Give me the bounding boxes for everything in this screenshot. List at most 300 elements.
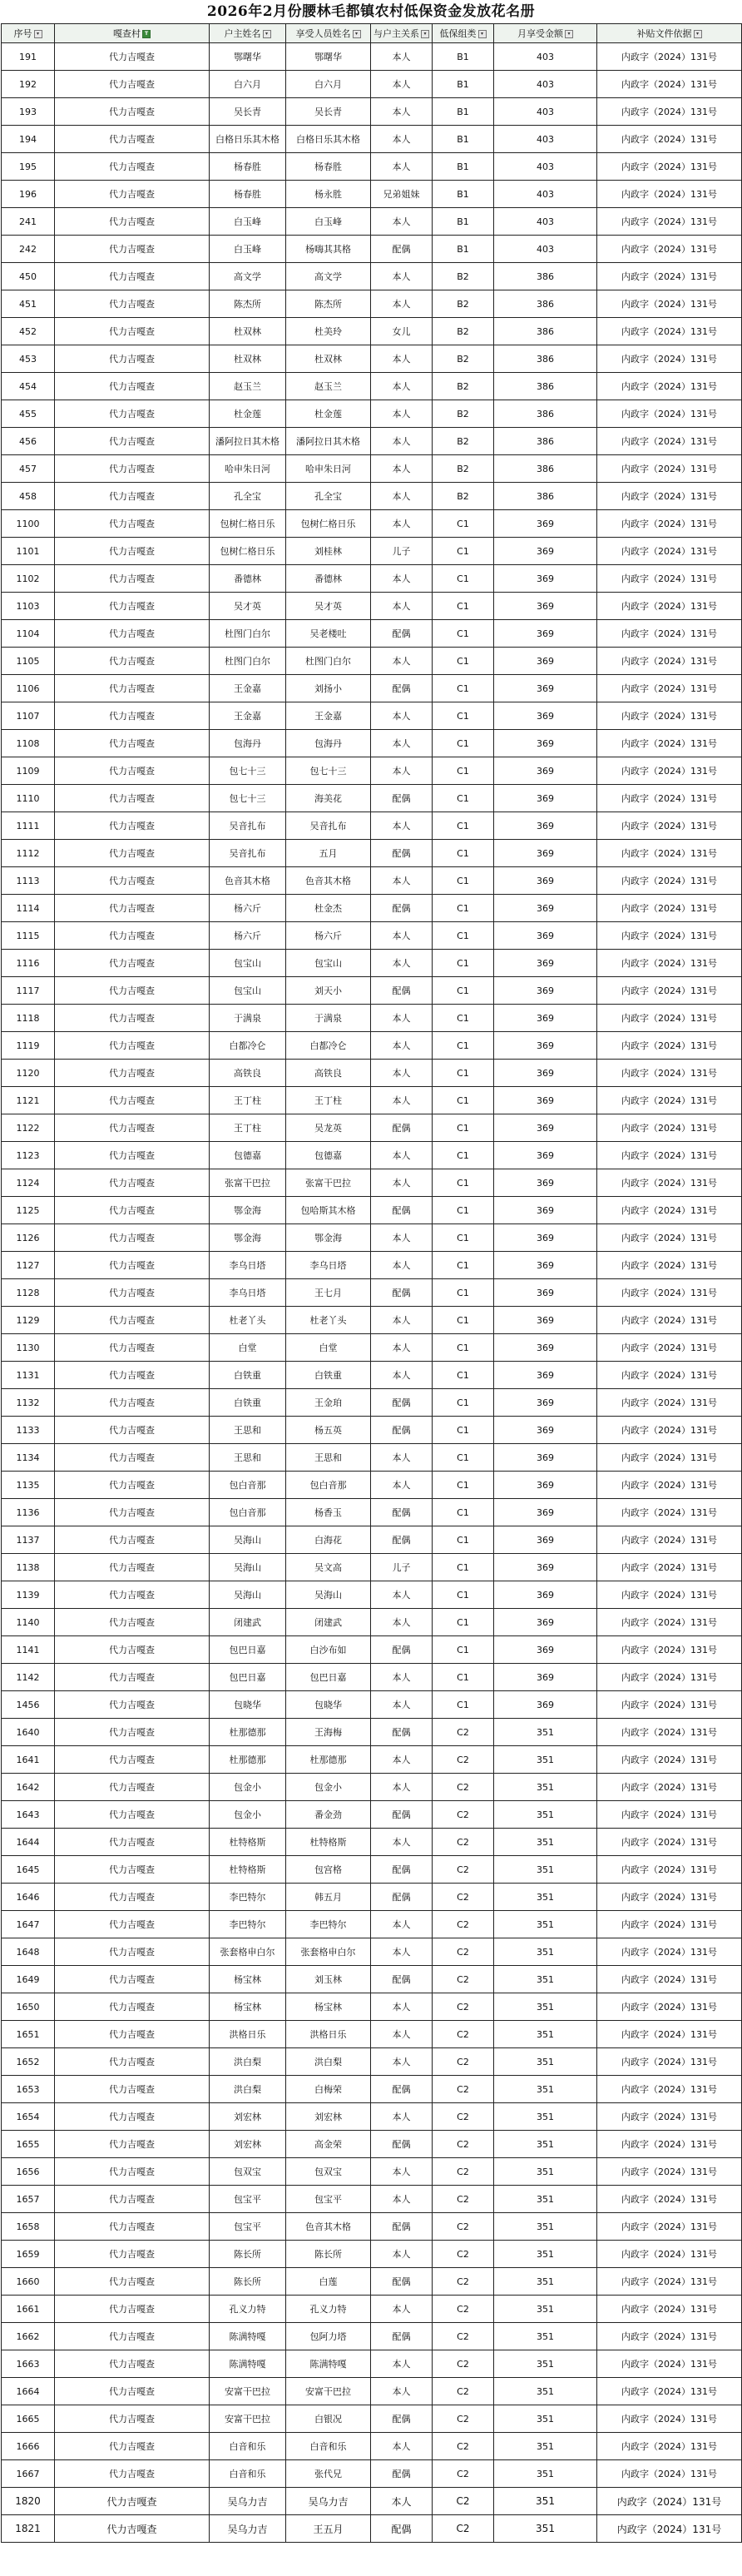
filter-dropdown-icon[interactable] <box>421 30 429 38</box>
cell-document: 内政字（2024）131号 <box>597 2350 742 2378</box>
cell-beneficiary: 包哈斯其木格 <box>286 1197 371 1224</box>
cell-beneficiary: 海美花 <box>286 785 371 812</box>
cell-index: 242 <box>2 236 55 263</box>
cell-index: 1647 <box>2 1911 55 1938</box>
cell-document: 内政字（2024）131号 <box>597 1993 742 2021</box>
cell-household-head: 包宝山 <box>210 977 286 1005</box>
table-row <box>2 2131 742 2158</box>
cell-category: C2 <box>433 1938 494 1966</box>
cell-index: 1652 <box>2 2048 55 2076</box>
cell-household-head: 安富干巴拉 <box>210 2378 286 2405</box>
cell-document: 内政字（2024）131号 <box>597 922 742 950</box>
cell-village: 代力吉嘎查 <box>55 2048 210 2076</box>
cell-category: B1 <box>433 43 494 71</box>
cell-relation: 配偶 <box>371 620 433 648</box>
cell-document: 内政字（2024）131号 <box>597 483 742 510</box>
cell-beneficiary: 王金珀 <box>286 1389 371 1417</box>
cell-village: 代力吉嘎查 <box>55 1224 210 1252</box>
cell-relation: 配偶 <box>371 1526 433 1554</box>
cell-household-head: 吴海山 <box>210 1526 286 1554</box>
cell-relation: 本人 <box>371 263 433 290</box>
cell-index: 196 <box>2 181 55 208</box>
cell-amount: 369 <box>494 1087 597 1114</box>
table-row <box>2 867 742 895</box>
cell-amount: 369 <box>494 675 597 702</box>
cell-index: 1640 <box>2 1719 55 1746</box>
cell-category: B2 <box>433 455 494 483</box>
cell-beneficiary: 张代兄 <box>286 2460 371 2488</box>
cell-village: 代力吉嘎查 <box>55 290 210 318</box>
cell-document: 内政字（2024）131号 <box>597 702 742 730</box>
cell-household-head: 吴音扎布 <box>210 812 286 840</box>
table-row <box>2 71 742 98</box>
cell-category: C1 <box>433 1691 494 1719</box>
table-row <box>2 2515 742 2543</box>
cell-category: C1 <box>433 1362 494 1389</box>
cell-index: 1124 <box>2 1169 55 1197</box>
cell-amount: 369 <box>494 1417 597 1444</box>
cell-village: 代力吉嘎查 <box>55 1252 210 1279</box>
cell-beneficiary: 洪格日乐 <box>286 2021 371 2048</box>
filter-dropdown-icon[interactable] <box>353 30 361 38</box>
cell-document: 内政字（2024）131号 <box>597 1609 742 1636</box>
cell-index: 194 <box>2 126 55 153</box>
table-row <box>2 318 742 345</box>
cell-category: C1 <box>433 895 494 922</box>
cell-document: 内政字（2024）131号 <box>597 1224 742 1252</box>
cell-beneficiary: 包宫格 <box>286 1856 371 1884</box>
filter-dropdown-icon[interactable] <box>263 30 271 38</box>
cell-household-head: 白六月 <box>210 71 286 98</box>
cell-category: C1 <box>433 1417 494 1444</box>
cell-beneficiary: 刘天小 <box>286 977 371 1005</box>
cell-amount: 403 <box>494 43 597 71</box>
cell-relation: 本人 <box>371 2103 433 2131</box>
cell-document: 内政字（2024）131号 <box>597 236 742 263</box>
col-header-index[interactable] <box>2 24 55 43</box>
cell-beneficiary: 白堂 <box>286 1334 371 1362</box>
cell-category: C1 <box>433 1087 494 1114</box>
cell-document: 内政字（2024）131号 <box>597 2158 742 2186</box>
cell-index: 1644 <box>2 1829 55 1856</box>
cell-village: 代力吉嘎查 <box>55 208 210 236</box>
cell-household-head: 高铁良 <box>210 1060 286 1087</box>
cell-index: 1130 <box>2 1334 55 1362</box>
cell-amount: 351 <box>494 2213 597 2241</box>
cell-household-head: 番德林 <box>210 565 286 593</box>
cell-document: 内政字（2024）131号 <box>597 2241 742 2268</box>
cell-beneficiary: 白海花 <box>286 1526 371 1554</box>
cell-village: 代力吉嘎查 <box>55 1664 210 1691</box>
table-row <box>2 1334 742 1362</box>
cell-index: 1128 <box>2 1279 55 1307</box>
cell-beneficiary: 吴长青 <box>286 98 371 126</box>
cell-category: C1 <box>433 785 494 812</box>
cell-relation: 本人 <box>371 1307 433 1334</box>
cell-village: 代力吉嘎查 <box>55 1169 210 1197</box>
cell-household-head: 杜特格斯 <box>210 1829 286 1856</box>
cell-category: B1 <box>433 71 494 98</box>
cell-relation: 本人 <box>371 2350 433 2378</box>
cell-beneficiary: 包金小 <box>286 1774 371 1801</box>
cell-household-head: 包金小 <box>210 1774 286 1801</box>
cell-amount: 369 <box>494 1472 597 1499</box>
cell-document: 内政字（2024）131号 <box>597 510 742 538</box>
cell-relation: 本人 <box>371 43 433 71</box>
cell-household-head: 杜那德那 <box>210 1746 286 1774</box>
cell-relation: 本人 <box>371 812 433 840</box>
cell-relation: 本人 <box>371 208 433 236</box>
cell-household-head: 洪格日乐 <box>210 2021 286 2048</box>
cell-amount: 351 <box>494 2378 597 2405</box>
cell-beneficiary: 包七十三 <box>286 757 371 785</box>
cell-amount: 351 <box>494 2460 597 2488</box>
table-row <box>2 2186 742 2213</box>
cell-household-head: 杜老丫头 <box>210 1307 286 1334</box>
table-row <box>2 1060 742 1087</box>
cell-document: 内政字（2024）131号 <box>597 373 742 400</box>
cell-category: C1 <box>433 1664 494 1691</box>
cell-village: 代力吉嘎查 <box>55 757 210 785</box>
cell-amount: 351 <box>494 2323 597 2350</box>
cell-beneficiary: 白铁重 <box>286 1362 371 1389</box>
cell-index: 1653 <box>2 2076 55 2103</box>
cell-index: 1641 <box>2 1746 55 1774</box>
cell-village: 代力吉嘎查 <box>55 2323 210 2350</box>
col-header-amount[interactable] <box>494 24 597 43</box>
col-header-village[interactable] <box>55 24 210 43</box>
cell-document: 内政字（2024）131号 <box>597 2131 742 2158</box>
cell-household-head: 杨六斤 <box>210 895 286 922</box>
cell-household-head: 白玉峰 <box>210 236 286 263</box>
cell-amount: 351 <box>494 2296 597 2323</box>
cell-document: 内政字（2024）131号 <box>597 785 742 812</box>
cell-household-head: 闭建武 <box>210 1609 286 1636</box>
filter-dropdown-icon[interactable] <box>565 30 573 38</box>
cell-household-head: 杨春胜 <box>210 153 286 181</box>
cell-category: C2 <box>433 2241 494 2268</box>
header-label: 序号 <box>13 28 32 39</box>
cell-village: 代力吉嘎查 <box>55 977 210 1005</box>
cell-village: 代力吉嘎查 <box>55 1554 210 1581</box>
cell-index: 1663 <box>2 2350 55 2378</box>
cell-household-head: 吴海山 <box>210 1581 286 1609</box>
table-row <box>2 1966 742 1993</box>
table-row <box>2 2405 742 2433</box>
cell-beneficiary: 番金劲 <box>286 1801 371 1829</box>
table-row <box>2 98 742 126</box>
cell-village: 代力吉嘎查 <box>55 1911 210 1938</box>
cell-village: 代力吉嘎查 <box>55 1499 210 1526</box>
cell-index: 450 <box>2 263 55 290</box>
cell-relation: 本人 <box>371 1774 433 1801</box>
cell-category: C2 <box>433 2048 494 2076</box>
cell-relation: 配偶 <box>371 2515 433 2543</box>
cell-beneficiary: 陈满特嘎 <box>286 2350 371 2378</box>
cell-household-head: 陈长所 <box>210 2268 286 2296</box>
table-row <box>2 620 742 648</box>
filter-active-icon[interactable] <box>142 30 151 38</box>
cell-category: C1 <box>433 1554 494 1581</box>
cell-relation: 本人 <box>371 153 433 181</box>
cell-beneficiary: 色音其木格 <box>286 2213 371 2241</box>
col-header-document[interactable] <box>597 24 742 43</box>
table-row <box>2 2296 742 2323</box>
table-row <box>2 345 742 373</box>
cell-amount: 403 <box>494 236 597 263</box>
cell-relation: 配偶 <box>371 1636 433 1664</box>
filter-dropdown-icon[interactable] <box>694 30 702 38</box>
cell-village: 代力吉嘎查 <box>55 318 210 345</box>
cell-relation: 配偶 <box>371 895 433 922</box>
cell-household-head: 杜图门白尔 <box>210 620 286 648</box>
table-row <box>2 977 742 1005</box>
cell-relation: 本人 <box>371 1142 433 1169</box>
cell-index: 1119 <box>2 1032 55 1060</box>
cell-index: 1646 <box>2 1884 55 1911</box>
cell-index: 1110 <box>2 785 55 812</box>
cell-document: 内政字（2024）131号 <box>597 2515 742 2543</box>
cell-document: 内政字（2024）131号 <box>597 1526 742 1554</box>
cell-document: 内政字（2024）131号 <box>597 977 742 1005</box>
table-row <box>2 2433 742 2460</box>
cell-category: C1 <box>433 1499 494 1526</box>
cell-category: C2 <box>433 2076 494 2103</box>
cell-relation: 本人 <box>371 1938 433 1966</box>
cell-category: C2 <box>433 2213 494 2241</box>
cell-relation: 本人 <box>371 2048 433 2076</box>
cell-village: 代力吉嘎查 <box>55 2186 210 2213</box>
cell-household-head: 白堂 <box>210 1334 286 1362</box>
table-row <box>2 1444 742 1472</box>
table-row <box>2 236 742 263</box>
cell-relation: 本人 <box>371 950 433 977</box>
cell-household-head: 包宝平 <box>210 2213 286 2241</box>
cell-household-head: 包晓华 <box>210 1691 286 1719</box>
cell-document: 内政字（2024）131号 <box>597 1636 742 1664</box>
cell-relation: 本人 <box>371 1444 433 1472</box>
cell-relation: 配偶 <box>371 1499 433 1526</box>
cell-village: 代力吉嘎查 <box>55 1801 210 1829</box>
cell-relation: 本人 <box>371 483 433 510</box>
cell-amount: 369 <box>494 1005 597 1032</box>
cell-category: C1 <box>433 510 494 538</box>
cell-village: 代力吉嘎查 <box>55 2515 210 2543</box>
cell-beneficiary: 哈申朱日河 <box>286 455 371 483</box>
cell-household-head: 杜图门白尔 <box>210 648 286 675</box>
col-header-beneficiary[interactable] <box>286 24 371 43</box>
cell-village: 代力吉嘎查 <box>55 400 210 428</box>
cell-relation: 本人 <box>371 1334 433 1362</box>
cell-document: 内政字（2024）131号 <box>597 2021 742 2048</box>
cell-household-head: 王丁柱 <box>210 1114 286 1142</box>
cell-index: 1645 <box>2 1856 55 1884</box>
cell-index: 1141 <box>2 1636 55 1664</box>
cell-category: C1 <box>433 922 494 950</box>
col-header-relation[interactable] <box>371 24 433 43</box>
cell-beneficiary: 杨宝林 <box>286 1993 371 2021</box>
table-row <box>2 263 742 290</box>
cell-household-head: 吴才英 <box>210 593 286 620</box>
cell-category: C1 <box>433 702 494 730</box>
table-row <box>2 2241 742 2268</box>
cell-relation: 本人 <box>371 2021 433 2048</box>
table-row <box>2 2323 742 2350</box>
cell-household-head: 包七十三 <box>210 757 286 785</box>
header-label: 低保组类 <box>439 28 477 39</box>
col-header-category[interactable] <box>433 24 494 43</box>
cell-household-head: 张富干巴拉 <box>210 1169 286 1197</box>
table-row <box>2 1252 742 1279</box>
cell-household-head: 包海丹 <box>210 730 286 757</box>
cell-amount: 351 <box>494 2488 597 2515</box>
table-row <box>2 1032 742 1060</box>
cell-relation: 本人 <box>371 867 433 895</box>
cell-index: 1118 <box>2 1005 55 1032</box>
cell-category: C1 <box>433 538 494 565</box>
cell-household-head: 哈申朱日河 <box>210 455 286 483</box>
cell-document: 内政字（2024）131号 <box>597 126 742 153</box>
cell-amount: 351 <box>494 1856 597 1884</box>
cell-relation: 本人 <box>371 510 433 538</box>
cell-amount: 403 <box>494 98 597 126</box>
cell-household-head: 包树仁格日乐 <box>210 538 286 565</box>
col-header-household-head[interactable] <box>210 24 286 43</box>
cell-document: 内政字（2024）131号 <box>597 263 742 290</box>
cell-household-head: 白音和乐 <box>210 2433 286 2460</box>
cell-category: B1 <box>433 236 494 263</box>
cell-relation: 本人 <box>371 71 433 98</box>
table-row <box>2 1389 742 1417</box>
cell-index: 1127 <box>2 1252 55 1279</box>
cell-document: 内政字（2024）131号 <box>597 1334 742 1362</box>
cell-index: 1106 <box>2 675 55 702</box>
cell-document: 内政字（2024）131号 <box>597 153 742 181</box>
cell-index: 241 <box>2 208 55 236</box>
cell-index: 1821 <box>2 2515 55 2543</box>
table-row <box>2 593 742 620</box>
cell-amount: 351 <box>494 1746 597 1774</box>
cell-village: 代力吉嘎查 <box>55 1279 210 1307</box>
cell-relation: 配偶 <box>371 1417 433 1444</box>
cell-household-head: 王丁柱 <box>210 1087 286 1114</box>
cell-household-head: 陈满特嘎 <box>210 2323 286 2350</box>
cell-relation: 本人 <box>371 2488 433 2515</box>
cell-beneficiary: 白都冷仑 <box>286 1032 371 1060</box>
cell-document: 内政字（2024）131号 <box>597 1801 742 1829</box>
cell-amount: 351 <box>494 1801 597 1829</box>
table-row <box>2 757 742 785</box>
table-row <box>2 2158 742 2186</box>
cell-index: 1648 <box>2 1938 55 1966</box>
cell-document: 内政字（2024）131号 <box>597 1581 742 1609</box>
cell-beneficiary: 白音和乐 <box>286 2433 371 2460</box>
cell-beneficiary: 李巴特尔 <box>286 1911 371 1938</box>
cell-relation: 本人 <box>371 98 433 126</box>
cell-village: 代力吉嘎查 <box>55 2021 210 2048</box>
table-row <box>2 510 742 538</box>
cell-village: 代力吉嘎查 <box>55 1114 210 1142</box>
cell-household-head: 孔义力特 <box>210 2296 286 2323</box>
cell-household-head: 白铁重 <box>210 1389 286 1417</box>
cell-document: 内政字（2024）131号 <box>597 2296 742 2323</box>
cell-relation: 本人 <box>371 1032 433 1060</box>
cell-beneficiary: 张富干巴拉 <box>286 1169 371 1197</box>
cell-household-head: 陈满特嘎 <box>210 2350 286 2378</box>
cell-category: C2 <box>433 2021 494 2048</box>
cell-relation: 本人 <box>371 373 433 400</box>
cell-relation: 本人 <box>371 1581 433 1609</box>
cell-document: 内政字（2024）131号 <box>597 2323 742 2350</box>
cell-village: 代力吉嘎查 <box>55 950 210 977</box>
cell-village: 代力吉嘎查 <box>55 2268 210 2296</box>
cell-village: 代力吉嘎查 <box>55 181 210 208</box>
cell-index: 454 <box>2 373 55 400</box>
cell-index: 1123 <box>2 1142 55 1169</box>
cell-village: 代力吉嘎查 <box>55 2241 210 2268</box>
cell-relation: 本人 <box>371 1472 433 1499</box>
table-row <box>2 1417 742 1444</box>
cell-index: 1659 <box>2 2241 55 2268</box>
cell-relation: 本人 <box>371 2241 433 2268</box>
cell-household-head: 白格日乐其木格 <box>210 126 286 153</box>
cell-village: 代力吉嘎查 <box>55 1609 210 1636</box>
cell-amount: 351 <box>494 2021 597 2048</box>
cell-relation: 配偶 <box>371 1279 433 1307</box>
cell-category: C2 <box>433 2378 494 2405</box>
cell-category: C2 <box>433 1884 494 1911</box>
cell-document: 内政字（2024）131号 <box>597 812 742 840</box>
cell-category: C1 <box>433 1142 494 1169</box>
cell-household-head: 包宝山 <box>210 950 286 977</box>
cell-category: C2 <box>433 2296 494 2323</box>
table-row <box>2 1307 742 1334</box>
cell-relation: 本人 <box>371 126 433 153</box>
cell-document: 内政字（2024）131号 <box>597 1664 742 1691</box>
cell-household-head: 杨宝林 <box>210 1993 286 2021</box>
cell-village: 代力吉嘎查 <box>55 702 210 730</box>
cell-category: C1 <box>433 565 494 593</box>
cell-relation: 本人 <box>371 730 433 757</box>
cell-household-head: 包树仁格日乐 <box>210 510 286 538</box>
table-row <box>2 126 742 153</box>
cell-amount: 369 <box>494 1252 597 1279</box>
cell-amount: 369 <box>494 1197 597 1224</box>
cell-household-head: 吴音扎布 <box>210 840 286 867</box>
cell-index: 1104 <box>2 620 55 648</box>
cell-relation: 儿子 <box>371 1554 433 1581</box>
cell-document: 内政字（2024）131号 <box>597 1554 742 1581</box>
table-row <box>2 208 742 236</box>
cell-household-head: 潘阿拉日其木格 <box>210 428 286 455</box>
cell-index: 458 <box>2 483 55 510</box>
filter-dropdown-icon[interactable] <box>34 30 42 38</box>
cell-document: 内政字（2024）131号 <box>597 1719 742 1746</box>
cell-household-head: 杨六斤 <box>210 922 286 950</box>
cell-index: 1111 <box>2 812 55 840</box>
cell-beneficiary: 杜特格斯 <box>286 1829 371 1856</box>
cell-amount: 386 <box>494 318 597 345</box>
cell-amount: 351 <box>494 2241 597 2268</box>
cell-village: 代力吉嘎查 <box>55 510 210 538</box>
cell-index: 457 <box>2 455 55 483</box>
filter-dropdown-icon[interactable] <box>478 30 487 38</box>
cell-village: 代力吉嘎查 <box>55 2103 210 2131</box>
cell-index: 1665 <box>2 2405 55 2433</box>
cell-category: C1 <box>433 977 494 1005</box>
cell-household-head: 鄂金海 <box>210 1197 286 1224</box>
cell-relation: 本人 <box>371 1829 433 1856</box>
